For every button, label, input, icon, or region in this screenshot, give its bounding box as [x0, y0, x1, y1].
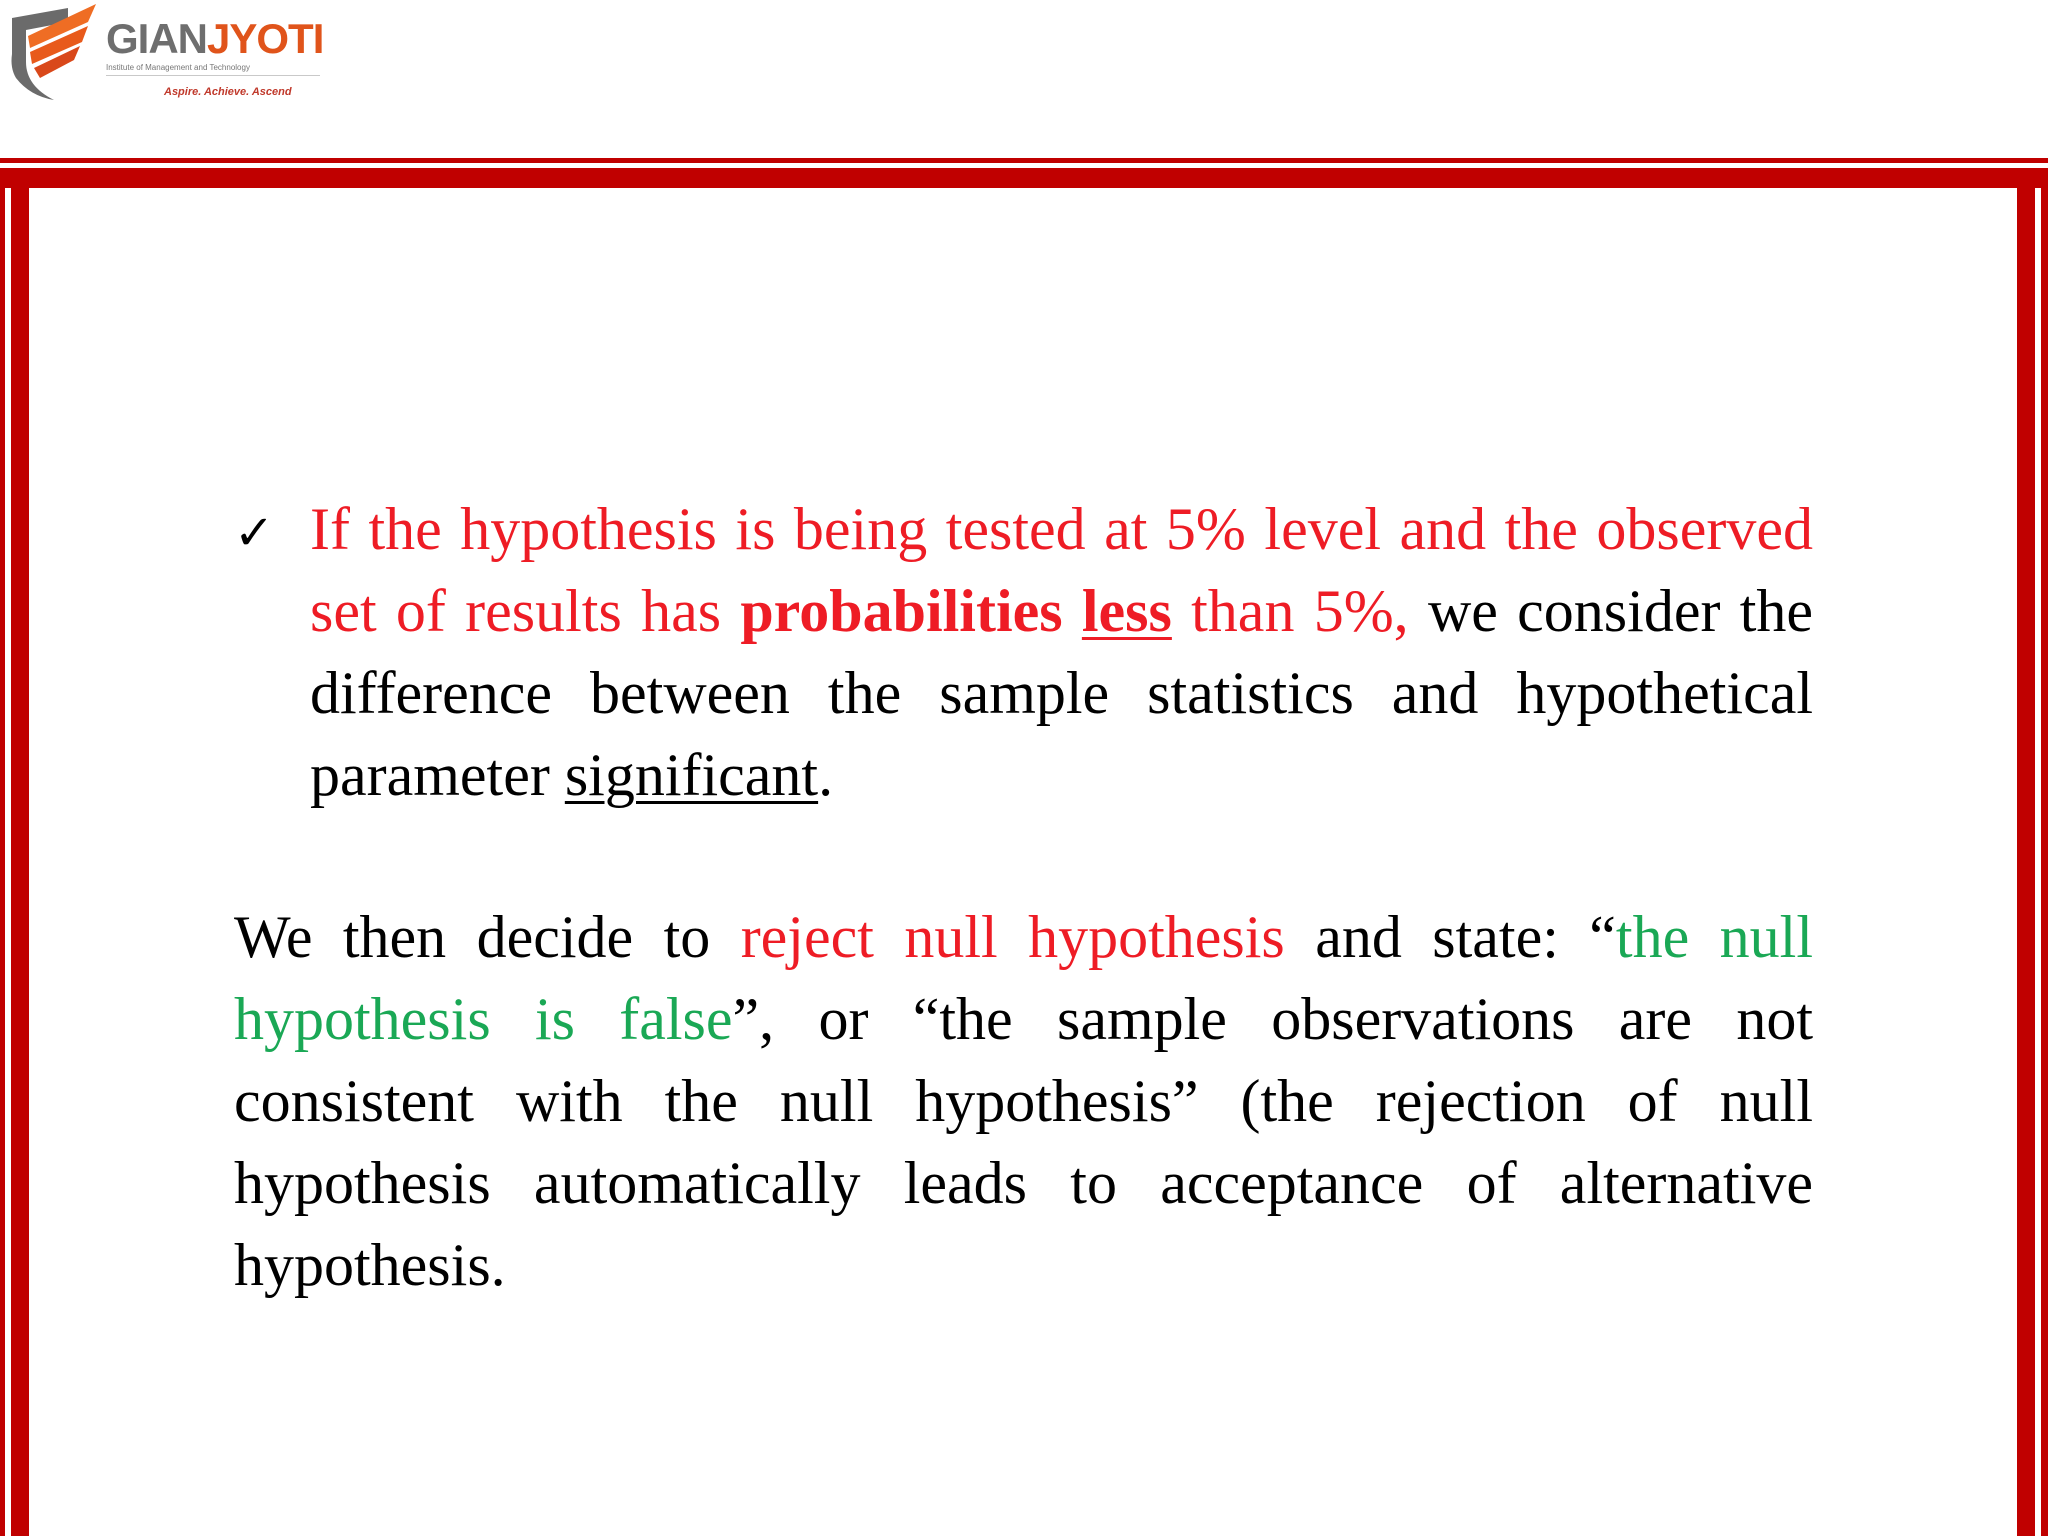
bullet-text-black: we consider the difference between the sample statistics and hypothetical parameter [310, 578, 1813, 808]
null-hypothesis-false-highlight: the null hypothesis is false [234, 904, 1813, 1052]
logo-divider [106, 75, 320, 76]
bullet-space [1063, 578, 1082, 644]
reject-null-hypothesis-highlight: reject null hypothesis [740, 904, 1285, 970]
conclusion-paragraph [234, 896, 1813, 1306]
bullet-paragraph [310, 488, 1813, 816]
frame-left-inner-bar [11, 168, 29, 1536]
conclusion-intro: We then decide to [234, 904, 741, 970]
bullet-end-period: . [818, 742, 834, 808]
frame-right-inner-bar [2017, 168, 2035, 1536]
frame-top-thick-bar [0, 168, 2048, 188]
institute-logo [6, 0, 326, 110]
bullet-text-red: If the hypothesis is being tested at 5% level and the observed set of results has [310, 496, 1813, 644]
frame-right-outer-bar [2041, 168, 2048, 1536]
logo-wordmark: GIANJYOTI [106, 15, 324, 62]
shield-logo-icon [6, 0, 106, 110]
frame-left-outer-bar [0, 168, 5, 1536]
frame-top-thin-bar [0, 158, 2048, 163]
checkmark-icon: ✓ [234, 505, 275, 561]
bold-underlined-less: less [1081, 578, 1172, 644]
conclusion-rest: ”, or “the sample observations are not consistent with the null hypothesis” (the rejection of null hypothesis automatically leads to acceptance of alternative hypothesis. [234, 986, 1814, 1298]
conclusion-state: and state: “ [1284, 904, 1616, 970]
underlined-significant: significant [564, 742, 819, 808]
logo-subtitle: Institute of Management and Technology [106, 63, 250, 72]
bullet-text-red-end: than 5%, [1171, 578, 1409, 644]
bold-probabilities: probabilities [740, 578, 1063, 644]
logo-tagline: Aspire. Achieve. Ascend [164, 86, 292, 98]
